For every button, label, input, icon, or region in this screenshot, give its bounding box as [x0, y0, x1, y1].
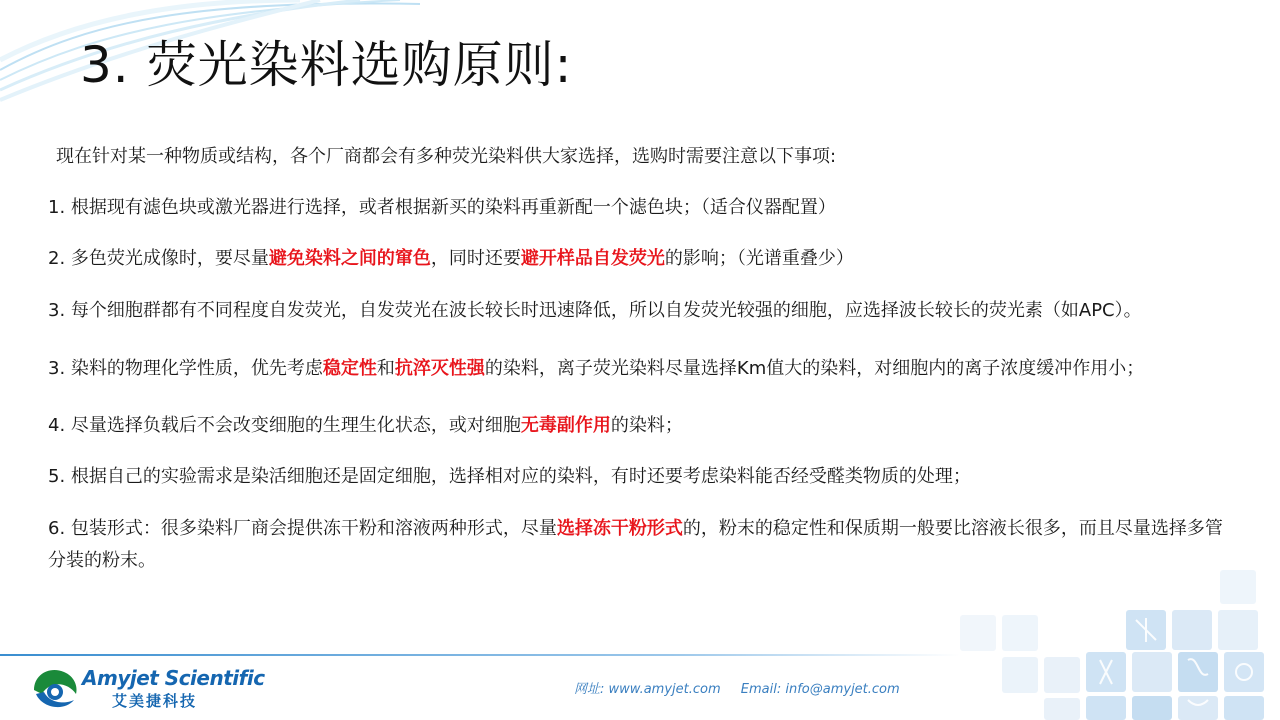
footer-contact: [574, 678, 916, 697]
content-body: [48, 142, 1238, 603]
item-text: 6. 包装形式：很多染料厂商会提供冻干粉和溶液两种形式，尽量: [48, 518, 557, 539]
intro-text: 现在针对某一种物质或结构，各个厂商都会有多种荧光染料供大家选择，选购时需要注意以下事项:: [56, 146, 837, 167]
list-item: [48, 193, 1238, 223]
highlight-text: 选择冻干粉形式: [556, 518, 683, 539]
footer-divider: [0, 654, 960, 656]
item-text: 的，粉末的稳定性和保质期一般要比溶液长很多，而且尽量选择多管分装的粉末。: [48, 518, 1223, 571]
item-text: 4. 尽量选择负载后不会改变细胞的生理生化状态，或对细胞: [48, 415, 521, 436]
item-text: 3. 每个细胞群都有不同程度自发荧光，自发荧光在波长较长时迅速降低，所以自发荧光较强的细胞，应选择波长较长的荧光素（如APC）。: [48, 300, 1142, 321]
list-item: [48, 462, 1238, 492]
list-item: [48, 244, 1238, 274]
item-text: 1. 根据现有滤色块或激光器进行选择，或者根据新买的染料再重新配一个滤色块；（适合仪器配置）: [48, 197, 836, 218]
item-text: 5. 根据自己的实验需求是染活细胞还是固定细胞，选择相对应的染料，有时还要考虑染料能否经受醛类物质的处理；: [48, 466, 971, 487]
item-text: 2. 多色荧光成像时，要尽量: [48, 248, 269, 269]
principle-list: [48, 193, 1238, 577]
item-text: 和: [376, 358, 395, 379]
list-item: [48, 295, 1238, 327]
highlight-text: 避开样品自发荧光: [520, 248, 665, 269]
logo-text-en: Amyjet Scientific: [82, 666, 265, 690]
item-text: ，同时还要: [430, 248, 521, 269]
highlight-text: 避免染料之间的窜色: [268, 248, 431, 269]
highlight-text: 无毒副作用: [520, 415, 611, 436]
page-title: 3. 荧光染料选购原则:: [80, 36, 573, 94]
item-text: 的影响；（光谱重叠少）: [664, 248, 854, 269]
item-text: 的染料，离子荧光染料尽量选择Km值大的染料，对细胞内的离子浓度缓冲作用小；: [484, 358, 1145, 379]
footer-email: Email: info@amyjet.com: [740, 682, 900, 697]
highlight-text: 稳定性: [322, 358, 377, 379]
decorative-tiles: [950, 560, 1280, 720]
list-item: [48, 353, 1238, 385]
logo-text-cn: 艾美捷科技: [112, 692, 198, 710]
footer-website: 网址: www.amyjet.com: [574, 682, 721, 697]
item-text: 的染料；: [610, 415, 683, 436]
highlight-text: 抗淬灭性强: [394, 358, 485, 379]
item-text: 3. 染料的物理化学性质，优先考虑: [48, 358, 323, 379]
list-item: [48, 411, 1238, 441]
